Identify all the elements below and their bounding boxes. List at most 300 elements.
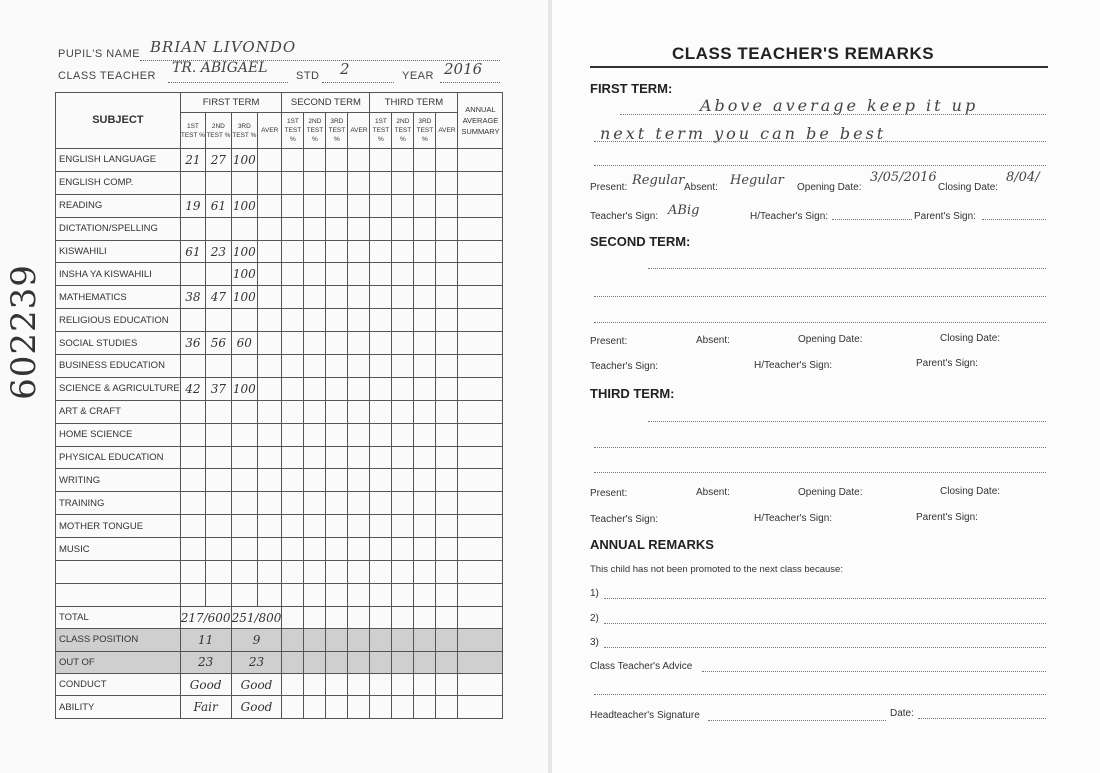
first-term-test-3 xyxy=(231,561,257,584)
empty-cell xyxy=(348,696,370,718)
st-opening-label: Opening Date: xyxy=(798,334,863,345)
summary-row xyxy=(56,696,503,718)
empty-cell xyxy=(458,492,503,515)
empty-cell xyxy=(258,171,282,194)
empty-cell xyxy=(348,377,370,400)
reason-2-line xyxy=(604,623,1046,624)
empty-cell xyxy=(304,309,326,332)
empty-cell xyxy=(326,171,348,194)
tt-absent-label: Absent: xyxy=(696,487,730,498)
empty-cell xyxy=(348,309,370,332)
summary-label: TOTAL xyxy=(56,606,181,628)
empty-cell xyxy=(348,469,370,492)
empty-cell xyxy=(282,423,304,446)
reason-1: 1) xyxy=(590,588,599,599)
annual-summary-header: ANNUAL AVERAGE SUMMARY xyxy=(458,93,503,149)
subject-name: PHYSICAL EDUCATION xyxy=(56,446,181,469)
empty-cell xyxy=(458,651,503,673)
empty-cell xyxy=(348,149,370,172)
date-label: Date: xyxy=(890,708,914,719)
empty-cell xyxy=(304,515,326,538)
empty-cell xyxy=(370,171,392,194)
empty-cell xyxy=(414,673,436,695)
empty-cell xyxy=(370,149,392,172)
tt-teacher-sign-label: Teacher's Sign: xyxy=(590,514,659,525)
empty-cell xyxy=(304,673,326,695)
st-teacher-sign-label: Teacher's Sign: xyxy=(590,361,659,372)
empty-cell xyxy=(414,240,436,263)
empty-cell xyxy=(414,377,436,400)
tt-present-label: Present: xyxy=(590,488,628,499)
first-term-test-2 xyxy=(206,171,231,194)
empty-cell xyxy=(436,286,458,309)
empty-cell xyxy=(258,194,282,217)
empty-cell xyxy=(370,355,392,378)
year-value: 2016 xyxy=(444,60,483,78)
subject-row xyxy=(56,492,503,515)
subject-name: SCIENCE & AGRICULTURE xyxy=(56,377,181,400)
subject-name: TRAINING xyxy=(56,492,181,515)
first-term-test-2: 23 xyxy=(206,240,231,263)
empty-cell xyxy=(282,194,304,217)
empty-cell xyxy=(370,469,392,492)
subject-header: SUBJECT xyxy=(56,93,181,149)
advice-line-1 xyxy=(702,671,1046,672)
test-subheader: AVER xyxy=(258,113,282,149)
empty-cell xyxy=(348,194,370,217)
subject-row xyxy=(56,217,503,240)
subject-name: ART & CRAFT xyxy=(56,400,181,423)
empty-cell xyxy=(304,469,326,492)
empty-cell xyxy=(348,171,370,194)
empty-cell xyxy=(436,561,458,584)
subject-name: HOME SCIENCE xyxy=(56,423,181,446)
subject-name: ENGLISH COMP. xyxy=(56,171,181,194)
first-term-test-1 xyxy=(180,217,205,240)
empty-cell xyxy=(326,629,348,651)
subject-name: DICTATION/SPELLING xyxy=(56,217,181,240)
empty-cell xyxy=(436,423,458,446)
empty-cell xyxy=(258,492,282,515)
empty-cell xyxy=(458,332,503,355)
test-subheader: 1ST TEST % xyxy=(282,113,304,149)
empty-cell xyxy=(258,263,282,286)
empty-cell xyxy=(348,423,370,446)
first-term-test-3: 60 xyxy=(231,332,257,355)
st-line-2 xyxy=(594,296,1046,297)
first-term-test-2 xyxy=(206,492,231,515)
empty-cell xyxy=(326,492,348,515)
empty-cell xyxy=(392,583,414,606)
empty-cell xyxy=(458,400,503,423)
empty-cell xyxy=(326,309,348,332)
empty-cell xyxy=(304,149,326,172)
empty-cell xyxy=(304,423,326,446)
ft-parent-sign-label: Parent's Sign: xyxy=(914,211,976,222)
subject-name: RELIGIOUS EDUCATION xyxy=(56,309,181,332)
empty-cell xyxy=(392,240,414,263)
empty-cell xyxy=(414,629,436,651)
first-term-test-1: 21 xyxy=(180,149,205,172)
subject-row xyxy=(56,515,503,538)
empty-cell xyxy=(348,492,370,515)
empty-cell xyxy=(258,561,282,584)
first-term-test-1 xyxy=(180,171,205,194)
empty-cell xyxy=(326,377,348,400)
empty-cell xyxy=(392,423,414,446)
empty-cell xyxy=(348,538,370,561)
empty-cell xyxy=(326,286,348,309)
empty-cell xyxy=(436,651,458,673)
empty-cell xyxy=(392,217,414,240)
empty-cell xyxy=(414,606,436,628)
empty-cell xyxy=(436,606,458,628)
empty-cell xyxy=(436,446,458,469)
empty-cell xyxy=(370,606,392,628)
empty-cell xyxy=(414,309,436,332)
std-line xyxy=(322,82,394,83)
not-promoted-text: This child has not been promoted to the next class because: xyxy=(590,564,843,575)
test-subheader: 1ST TEST % xyxy=(370,113,392,149)
empty-cell xyxy=(326,673,348,695)
subject-row xyxy=(56,538,503,561)
subject-name: READING xyxy=(56,194,181,217)
first-term-test-3 xyxy=(231,309,257,332)
summary-value-b: 9 xyxy=(231,629,282,651)
first-term-test-2 xyxy=(206,355,231,378)
empty-cell xyxy=(370,446,392,469)
summary-value-a: Fair xyxy=(180,696,231,718)
std-label: STD xyxy=(296,70,320,82)
class-teacher-value: TR. ABIGAEL xyxy=(172,60,268,76)
empty-cell xyxy=(370,492,392,515)
subject-name: MATHEMATICS xyxy=(56,286,181,309)
subject-row xyxy=(56,332,503,355)
empty-cell xyxy=(458,673,503,695)
empty-cell xyxy=(348,355,370,378)
first-term-test-3 xyxy=(231,423,257,446)
ft-parent-sign-line xyxy=(982,219,1046,220)
first-term-test-3 xyxy=(231,538,257,561)
subject-row xyxy=(56,263,503,286)
summary-label: OUT OF xyxy=(56,651,181,673)
first-term-test-2: 37 xyxy=(206,377,231,400)
subject-name xyxy=(56,561,181,584)
empty-cell xyxy=(304,696,326,718)
first-term-test-1: 61 xyxy=(180,240,205,263)
empty-cell xyxy=(282,171,304,194)
empty-cell xyxy=(392,355,414,378)
tt-parent-sign-label: Parent's Sign: xyxy=(916,512,978,523)
empty-cell xyxy=(436,492,458,515)
subject-row xyxy=(56,561,503,584)
tt-opening-label: Opening Date: xyxy=(798,487,863,498)
first-term-test-3: 100 xyxy=(231,263,257,286)
ft-opening-label: Opening Date: xyxy=(797,182,862,193)
st-line-3 xyxy=(594,322,1046,323)
empty-cell xyxy=(258,583,282,606)
class-teacher-line xyxy=(168,82,288,83)
empty-cell xyxy=(436,355,458,378)
subject-name: WRITING xyxy=(56,469,181,492)
tt-line-2 xyxy=(594,447,1046,448)
empty-cell xyxy=(326,696,348,718)
empty-cell xyxy=(304,332,326,355)
empty-cell xyxy=(414,332,436,355)
empty-cell xyxy=(282,240,304,263)
subject-row xyxy=(56,423,503,446)
empty-cell xyxy=(348,217,370,240)
empty-cell xyxy=(258,446,282,469)
first-term-test-3 xyxy=(231,469,257,492)
empty-cell xyxy=(326,400,348,423)
empty-cell xyxy=(458,263,503,286)
remark-line-3 xyxy=(594,165,1046,166)
empty-cell xyxy=(458,515,503,538)
test-subheader: AVER xyxy=(348,113,370,149)
empty-cell xyxy=(436,332,458,355)
advice-line-2 xyxy=(594,694,1046,695)
empty-cell xyxy=(458,696,503,718)
empty-cell xyxy=(370,194,392,217)
empty-cell xyxy=(326,240,348,263)
empty-cell xyxy=(370,286,392,309)
summary-value-a: 23 xyxy=(180,651,231,673)
empty-cell xyxy=(436,263,458,286)
empty-cell xyxy=(304,355,326,378)
first-term-test-3 xyxy=(231,492,257,515)
empty-cell xyxy=(458,606,503,628)
tt-line-1 xyxy=(648,421,1046,422)
annual-remarks-title: ANNUAL REMARKS xyxy=(590,537,714,552)
empty-cell xyxy=(304,583,326,606)
empty-cell xyxy=(348,515,370,538)
third-term-header: THIRD TERM xyxy=(370,93,458,113)
empty-cell xyxy=(370,240,392,263)
empty-cell xyxy=(414,696,436,718)
empty-cell xyxy=(282,606,304,628)
first-term-test-1 xyxy=(180,309,205,332)
test-subheader: 1ST TEST % xyxy=(180,113,205,149)
subject-name: MUSIC xyxy=(56,538,181,561)
title-rule xyxy=(590,66,1048,68)
summary-value-a: 11 xyxy=(180,629,231,651)
second-term-header: SECOND TERM xyxy=(282,93,370,113)
empty-cell xyxy=(282,673,304,695)
first-term-test-3: 100 xyxy=(231,377,257,400)
empty-cell xyxy=(326,538,348,561)
summary-row xyxy=(56,606,503,628)
first-term-test-3 xyxy=(231,446,257,469)
empty-cell xyxy=(326,149,348,172)
summary-value-b: Good xyxy=(231,673,282,695)
empty-cell xyxy=(436,377,458,400)
empty-cell xyxy=(436,400,458,423)
empty-cell xyxy=(370,217,392,240)
empty-cell xyxy=(458,240,503,263)
first-term-test-2: 47 xyxy=(206,286,231,309)
remark-line-1 xyxy=(620,114,1046,115)
test-subheader: 2ND TEST % xyxy=(304,113,326,149)
empty-cell xyxy=(370,515,392,538)
test-subheader: 3RD TEST % xyxy=(414,113,436,149)
empty-cell xyxy=(436,469,458,492)
first-term-test-3 xyxy=(231,515,257,538)
empty-cell xyxy=(458,423,503,446)
subject-row xyxy=(56,286,503,309)
empty-cell xyxy=(392,400,414,423)
empty-cell xyxy=(348,400,370,423)
empty-cell xyxy=(304,629,326,651)
empty-cell xyxy=(414,149,436,172)
empty-cell xyxy=(414,194,436,217)
summary-label: CLASS POSITION xyxy=(56,629,181,651)
empty-cell xyxy=(370,561,392,584)
empty-cell xyxy=(392,561,414,584)
ft-teacher-sign-value: ABig xyxy=(668,203,700,218)
empty-cell xyxy=(458,538,503,561)
first-term-test-3 xyxy=(231,400,257,423)
st-head-sign-label: H/Teacher's Sign: xyxy=(754,360,833,371)
first-term-test-2 xyxy=(206,263,231,286)
ft-opening-value: 3/05/2016 xyxy=(870,170,937,185)
empty-cell xyxy=(370,673,392,695)
summary-value-a: 217/600 xyxy=(180,606,231,628)
empty-cell xyxy=(326,583,348,606)
empty-cell xyxy=(282,446,304,469)
empty-cell xyxy=(282,263,304,286)
st-closing-label: Closing Date: xyxy=(940,333,1001,344)
empty-cell xyxy=(326,606,348,628)
empty-cell xyxy=(326,217,348,240)
empty-cell xyxy=(458,171,503,194)
empty-cell xyxy=(258,149,282,172)
empty-cell xyxy=(348,673,370,695)
empty-cell xyxy=(304,561,326,584)
empty-cell xyxy=(458,583,503,606)
empty-cell xyxy=(414,263,436,286)
st-parent-sign-label: Parent's Sign: xyxy=(916,358,978,369)
empty-cell xyxy=(436,194,458,217)
empty-cell xyxy=(326,423,348,446)
pupil-name-value: BRIAN LIVONDO xyxy=(150,38,297,56)
subject-row xyxy=(56,446,503,469)
empty-cell xyxy=(326,515,348,538)
empty-cell xyxy=(414,286,436,309)
empty-cell xyxy=(436,515,458,538)
ft-absent-value: Hegular xyxy=(730,173,784,188)
empty-cell xyxy=(392,606,414,628)
summary-row xyxy=(56,673,503,695)
empty-cell xyxy=(370,332,392,355)
side-reference-number: 602239 xyxy=(4,264,44,400)
empty-cell xyxy=(304,446,326,469)
remark-line-2 xyxy=(594,141,1046,142)
st-present-label: Present: xyxy=(590,336,628,347)
first-term-test-2 xyxy=(206,423,231,446)
subject-row xyxy=(56,194,503,217)
ft-closing-label: Closing Date: xyxy=(938,182,999,193)
reason-1-line xyxy=(604,598,1046,599)
reason-3: 3) xyxy=(590,637,599,648)
empty-cell xyxy=(282,696,304,718)
empty-cell xyxy=(414,561,436,584)
empty-cell xyxy=(282,469,304,492)
first-term-test-1 xyxy=(180,583,205,606)
empty-cell xyxy=(370,377,392,400)
empty-cell xyxy=(304,651,326,673)
empty-cell xyxy=(258,309,282,332)
empty-cell xyxy=(392,629,414,651)
empty-cell xyxy=(326,446,348,469)
second-term-title: SECOND TERM: xyxy=(590,234,691,249)
empty-cell xyxy=(414,423,436,446)
empty-cell xyxy=(392,469,414,492)
empty-cell xyxy=(392,377,414,400)
subject-name: ENGLISH LANGUAGE xyxy=(56,149,181,172)
empty-cell xyxy=(258,286,282,309)
empty-cell xyxy=(370,583,392,606)
first-term-test-1 xyxy=(180,492,205,515)
empty-cell xyxy=(370,263,392,286)
empty-cell xyxy=(370,651,392,673)
st-absent-label: Absent: xyxy=(696,335,730,346)
empty-cell xyxy=(414,171,436,194)
subject-row xyxy=(56,583,503,606)
subject-name: MOTHER TONGUE xyxy=(56,515,181,538)
empty-cell xyxy=(392,492,414,515)
test-subheader: 3RD TEST % xyxy=(326,113,348,149)
empty-cell xyxy=(436,629,458,651)
empty-cell xyxy=(282,355,304,378)
first-term-test-1 xyxy=(180,446,205,469)
first-term-test-2 xyxy=(206,515,231,538)
head-signature-label: Headteacher's Signature xyxy=(590,710,700,721)
head-signature-line xyxy=(708,720,886,721)
empty-cell xyxy=(348,606,370,628)
empty-cell xyxy=(414,538,436,561)
empty-cell xyxy=(414,217,436,240)
empty-cell xyxy=(392,263,414,286)
empty-cell xyxy=(282,492,304,515)
empty-cell xyxy=(392,538,414,561)
first-term-test-2 xyxy=(206,469,231,492)
empty-cell xyxy=(326,194,348,217)
empty-cell xyxy=(392,309,414,332)
first-term-test-1 xyxy=(180,355,205,378)
first-term-test-1: 19 xyxy=(180,194,205,217)
subject-name: SOCIAL STUDIES xyxy=(56,332,181,355)
empty-cell xyxy=(458,629,503,651)
subject-row xyxy=(56,377,503,400)
first-term-test-1 xyxy=(180,538,205,561)
empty-cell xyxy=(458,149,503,172)
empty-cell xyxy=(282,538,304,561)
empty-cell xyxy=(414,469,436,492)
first-term-test-1 xyxy=(180,561,205,584)
empty-cell xyxy=(458,355,503,378)
empty-cell xyxy=(414,492,436,515)
empty-cell xyxy=(436,696,458,718)
first-term-test-1: 36 xyxy=(180,332,205,355)
empty-cell xyxy=(258,240,282,263)
first-term-test-1 xyxy=(180,263,205,286)
empty-cell xyxy=(258,423,282,446)
empty-cell xyxy=(436,309,458,332)
empty-cell xyxy=(282,629,304,651)
subject-row xyxy=(56,240,503,263)
empty-cell xyxy=(258,469,282,492)
